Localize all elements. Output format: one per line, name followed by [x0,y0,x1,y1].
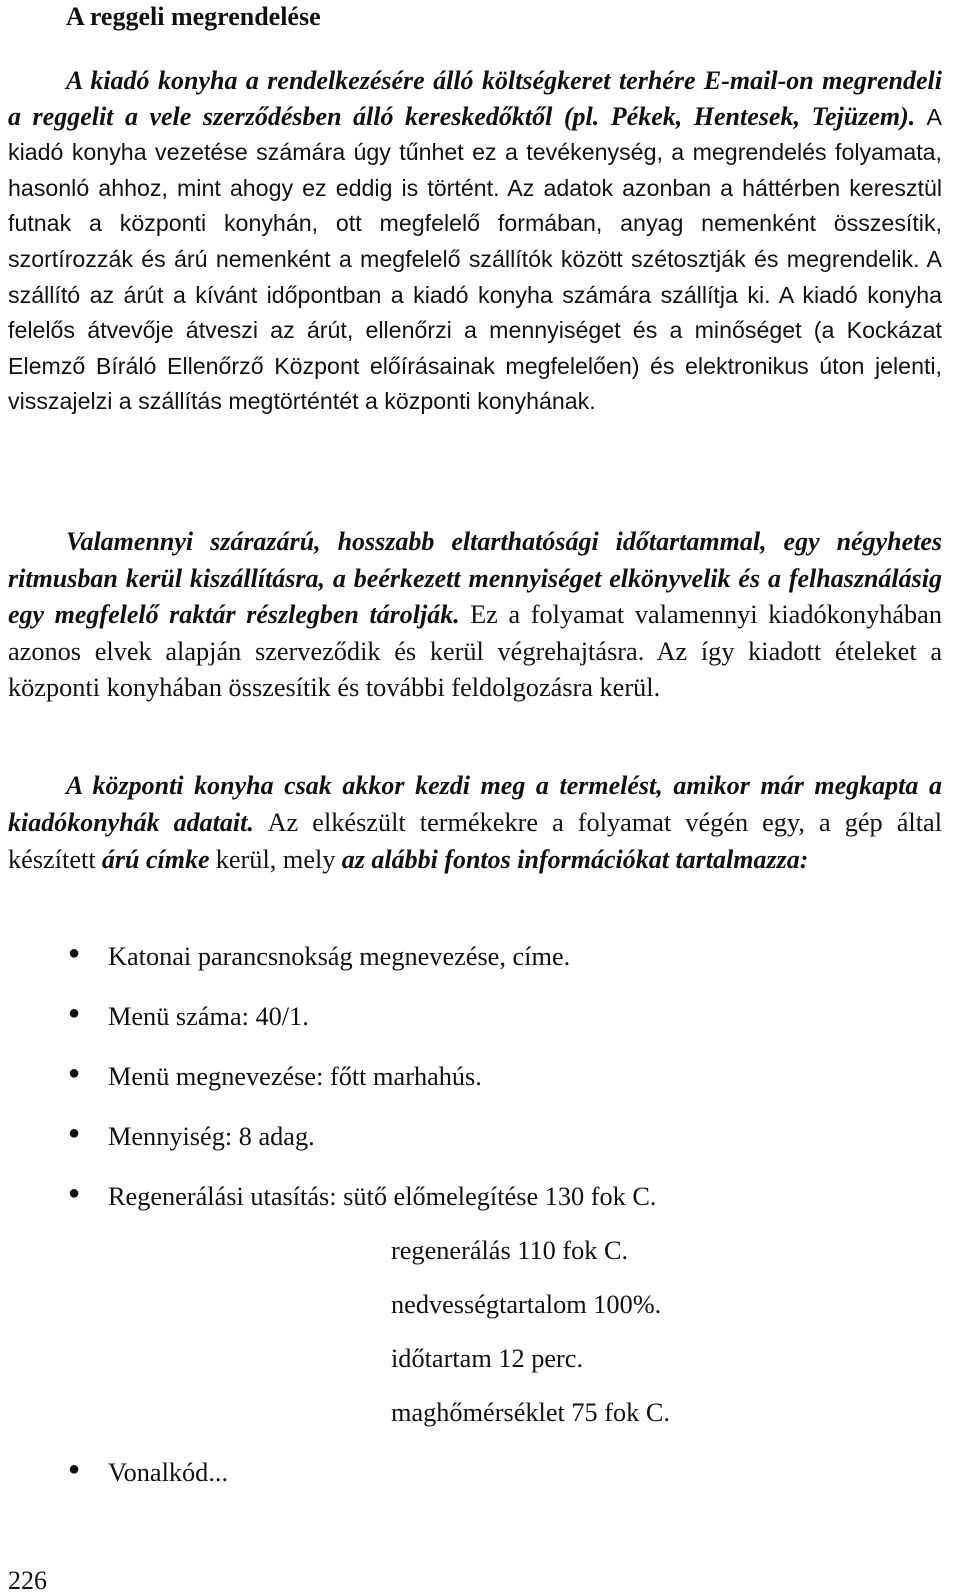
paragraph-3-emphasis-3: az alábbi fontos információkat tartalmazza: [341,844,809,874]
bullet-icon: ● [68,1182,81,1204]
paragraph-3-emphasis-1: A központi konyha csak akkor kezdi meg a termelést, amikor már megkapta a kiadókonyhák adatait. [8,771,942,837]
paragraph-1 [8,64,942,420]
page-number: 226 [8,1566,47,1595]
bullet-icon: ● [68,942,81,964]
section-heading: A reggeli megrendelése [66,2,321,31]
paragraph-2 [8,524,942,707]
paragraph-3 [8,768,942,878]
regeneration-detail: maghőmérséklet 75 fok C. [391,1398,670,1427]
paragraph-1-emphasis: A kiadó konyha a rendelkezésére álló költségkeret terhére E-mail-on megrendeli a reggelit a vele szerződésben álló kereskedőktől (pl. Pékek, Hentesek, Tejüzem). [8,66,942,131]
paragraph-3-text-2: kerül, mely [215,844,336,874]
bullet-icon: ● [68,1062,81,1084]
bullet-icon: ● [68,1002,81,1024]
bullet-icon: ● [68,1122,81,1144]
regeneration-detail: regenerálás 110 fok C. [391,1236,629,1265]
paragraph-3-emphasis-2: árú címke [101,844,210,874]
regeneration-detail: nedvességtartalom 100%. [391,1290,662,1319]
paragraph-2-emphasis: Valamennyi szárazárú, hosszabb eltarthatósági időtartammal, egy négyhetes ritmusban kerül kiszállításra, a beérkezett mennyiséget elkönyvelik és a felhasználásig egy megfelelő raktár részlegben tárolják. [8,527,942,629]
paragraph-3-text-1: Az elkészült termékekre a folyamat végén egy, a gép által készített [8,807,943,874]
regeneration-detail: időtartam 12 perc. [391,1344,584,1373]
paragraph-1-text: A kiadó konyha vezetése számára úgy tűnhet ez a tevékenység, a megrendelés folyamata, hasonló ahhoz, mint ahogy ez eddig is történt. Az adatok azonban a háttérben keresztül futnak a központi konyhán, ott megfelelő formában, anyag nemenként összesítik, szortírozzák és árú nemenként a megfelelő szállítók között szétosztják és megrendelik. A szállító az árút a kívánt időpontban a kiadó konyha számára szállítja ki. A kiadó konyha felelős átvevője átveszi az árút, ellenőrzi a mennyiséget és a minőséget (a Kockázat Elemző Bíráló Ellenőrző Központ előírásainak megfelelően) és elektronikus úton jelenti, visszajelzi a szállítás megtörténtét a központi konyhának. [8,103,943,415]
bullet-icon: ● [68,1458,81,1480]
paragraph-2-text: Ez a folyamat valamennyi kiadókonyhában azonos elvek alapján szerveződik és kerül végrehajtásra. Az így kiadott ételeket a központi konyhában összesítik és további feldolgozásra kerül. [8,600,943,702]
